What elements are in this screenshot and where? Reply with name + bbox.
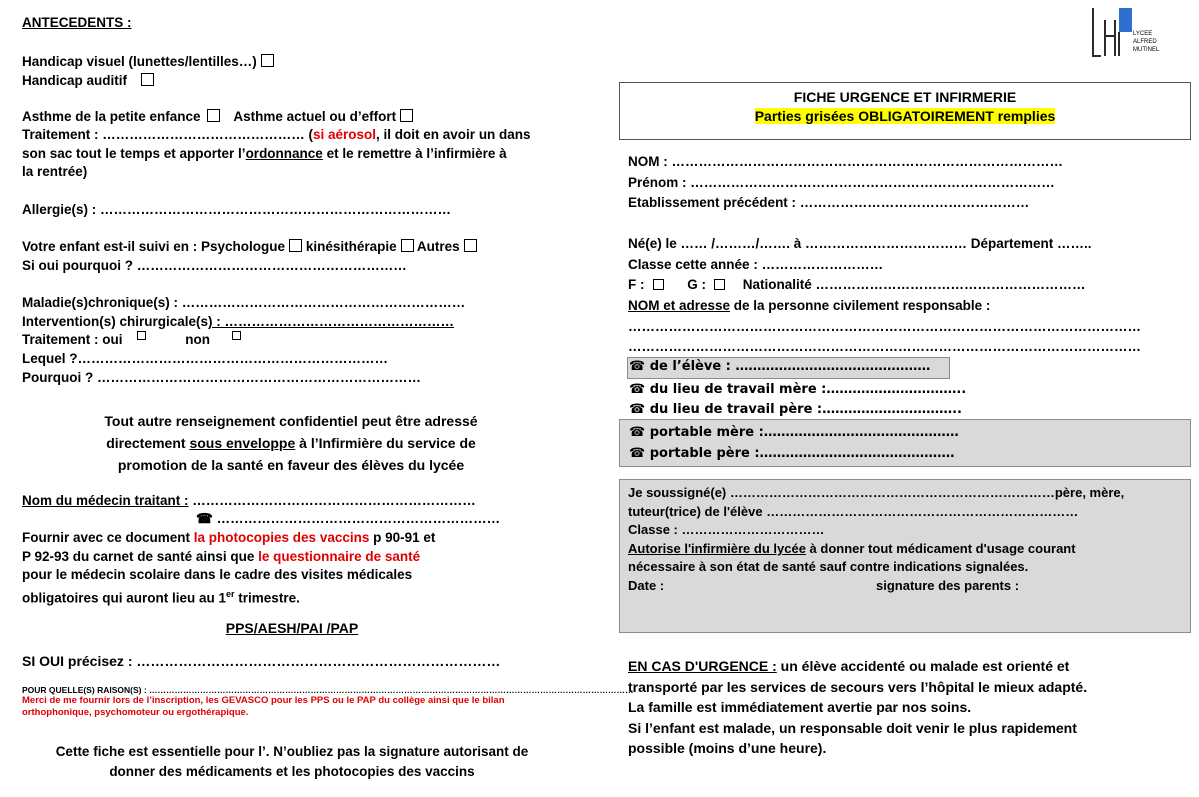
fournir-b: p 90-91 et <box>369 530 436 545</box>
f-label: F : <box>628 277 645 292</box>
autorise-rest: à donner tout médicament d'usage courant <box>805 541 1076 556</box>
suivi-row <box>22 238 477 256</box>
urgence-line-4: Si l’enfant est malade, un responsable doit venir le plus rapidement <box>628 719 1077 736</box>
etablissement-field[interactable]: Etablissement précédent : …………………………………………… <box>628 195 1030 210</box>
sac-text-b: et le remettre à l’infirmière à <box>322 146 507 161</box>
confidential-line-1: Tout autre renseignement confidentiel peut être adressé <box>104 413 478 429</box>
fournir-sup: er <box>226 589 235 599</box>
handicap-visuel-row <box>22 53 274 71</box>
urgence-block <box>628 656 1087 759</box>
sac-text-a: son sac tout le temps et apporter l’ <box>22 146 246 161</box>
sexe-nationalite-row <box>628 276 1086 294</box>
tel-travail-pere-field[interactable]: ☎ du lieu de travail père :………………………….. <box>629 402 962 417</box>
portable-pere-field[interactable]: ☎ portable père :……………………………………… <box>629 446 955 461</box>
handicap-auditif-checkbox[interactable] <box>141 73 154 86</box>
sous-enveloppe-text: sous enveloppe <box>189 435 296 451</box>
handicap-auditif-row <box>22 72 154 90</box>
lequel-field[interactable]: Lequel ?…………………………………………………………… <box>22 351 389 366</box>
pour-quelle-raison-field[interactable]: POUR QUELLE(S) RAISON(S) : ……………………………………………………………………………………………………………………………………………………… <box>22 685 634 695</box>
nationalite-field[interactable]: Nationalité …………………………………………………… <box>742 277 1086 292</box>
handicap-visuel-label: Handicap visuel (lunettes/lentilles…) <box>22 54 257 69</box>
portable-mere-field[interactable]: ☎ portable mère :……………………………………… <box>629 425 959 440</box>
subtitle-wrap <box>620 107 1190 125</box>
maladie-field[interactable]: Maladie(s)chronique(s) : ……………………………………………………… <box>22 295 466 310</box>
non-label: non <box>185 332 211 347</box>
urgence-title: EN CAS D'URGENCE : <box>628 658 777 674</box>
asthme-enfance-checkbox[interactable] <box>207 109 220 122</box>
asthme-actuel-checkbox[interactable] <box>400 109 413 122</box>
essentielle-notice <box>22 742 562 782</box>
merci-line-1: Merci de me fournir lors de l’inscription, les GEVASCO pour les PPS ou le PAP du collège ainsi que le bilan <box>22 695 505 706</box>
naissance-field[interactable]: Né(e) le …… /………/……. à ……………………………… Département …….. <box>628 236 1092 251</box>
allergie-field[interactable]: Allergie(s) : …………………………………………………………………… <box>22 202 452 217</box>
nom-field[interactable]: NOM : …………………………………………………………………………… <box>628 154 1063 169</box>
fournir-c: P 92-93 du carnet de santé ainsi que <box>22 549 259 564</box>
si-aerosol-text: si aérosol <box>313 127 377 142</box>
medecin-label: Nom du médecin traitant : <box>22 493 189 508</box>
fournir-f: trimestre. <box>234 590 300 606</box>
responsable-line-2[interactable]: …………………………………………………………………………………………………… <box>628 339 1141 354</box>
g-checkbox[interactable] <box>714 279 725 290</box>
school-logo <box>1089 6 1160 60</box>
traitement-label: Traitement : ……………………………………… ( <box>22 127 314 142</box>
kine-checkbox[interactable] <box>401 239 414 252</box>
intervention-field[interactable] <box>22 313 454 331</box>
merci-line-2: orthophonique, psychomoteur ou ergothérapique. <box>22 707 249 718</box>
intervention-dots: ) : …………………………………………… <box>208 314 455 329</box>
oui-checkbox[interactable] <box>137 331 146 340</box>
tel-travail-mere-field[interactable]: ☎ du lieu de travail mère :………………………….. <box>629 382 967 397</box>
handicap-auditif-label: Handicap auditif <box>22 73 128 88</box>
suivi-autres-label: Autres <box>416 239 460 254</box>
suivi-psychologue-label: Votre enfant est-il suivi en : Psychologue <box>22 239 286 254</box>
traitement-line <box>22 126 531 144</box>
urgence-line-2: transporté par les services de secours vers l’hôpital le mieux adapté. <box>628 678 1088 695</box>
fournir-line-1 <box>22 529 435 547</box>
logo-line-1: LYCEE <box>1133 31 1153 37</box>
pps-title: PPS/AESH/PAI /PAP <box>225 620 359 636</box>
confidential-line-3: promotion de la santé en faveur des élèves du lycée <box>117 457 465 473</box>
non-checkbox[interactable] <box>232 331 241 340</box>
f-checkbox[interactable] <box>653 279 664 290</box>
psychologue-checkbox[interactable] <box>289 239 302 252</box>
essentielle-line-1: Cette fiche est essentielle pour l’. N’oubliez pas la signature autorisant de <box>55 744 529 759</box>
asthme-row <box>22 108 413 126</box>
urgence-line-5: possible (moins d’une heure). <box>628 740 827 756</box>
logo-line-3: MUTINEL <box>1133 47 1160 53</box>
traitement-rest: , il doit en avoir un dans <box>376 127 531 142</box>
rentree-line: la rentrée) <box>22 164 88 179</box>
fiche-title: FICHE URGENCE ET INFIRMERIE <box>793 89 1017 105</box>
essentielle-line-2: donner des médicaments et les photocopies des vaccins <box>109 764 475 779</box>
asthme-actuel-label: Asthme actuel ou d’effort <box>233 109 397 124</box>
fournir-e: obligatoires qui auront lieu au 1 <box>22 590 227 606</box>
logo-line-2: ALFRED <box>1133 39 1157 45</box>
pourquoi-field[interactable]: Pourquoi ? ……………………………………………………………… <box>22 370 421 385</box>
logo-text <box>1133 30 1159 54</box>
medecin-field[interactable] <box>22 492 476 510</box>
confidential-notice <box>22 410 560 476</box>
tuteur-field[interactable]: tuteur(trice) de l'élève ……………………………………………………………… <box>628 504 1079 519</box>
urgence-1: un élève accidenté ou malade est orienté et <box>776 658 1070 674</box>
responsable-line-1[interactable]: …………………………………………………………………………………………………… <box>628 319 1141 334</box>
signature-field[interactable]: signature des parents : <box>876 578 1020 593</box>
confidential-2a: directement <box>106 435 190 451</box>
prenom-field[interactable]: Prénom : ……………………………………………………………………… <box>628 175 1055 190</box>
si-oui-pourquoi-field[interactable]: Si oui pourquoi ? …………………………………………………… <box>22 258 407 273</box>
date-field[interactable]: Date : <box>628 578 665 593</box>
obligatoire-subtitle: Parties grisées OBLIGATOIREMENT remplies <box>754 108 1056 124</box>
suivi-kine-label: kinésithérapie <box>305 239 397 254</box>
asthme-enfance-label: Asthme de la petite enfance <box>22 109 201 124</box>
autorise-line <box>628 540 1076 558</box>
ordonnance-text: ordonnance <box>245 146 323 161</box>
questionnaire-sante-text: le questionnaire de santé <box>258 549 421 564</box>
si-oui-precisez-field[interactable]: SI OUI précisez : …………………………………………………………………… <box>22 653 501 669</box>
necessaire-line: nécessaire à son état de santé sauf contre indications signalées. <box>628 559 1029 574</box>
handicap-visuel-checkbox[interactable] <box>261 54 274 67</box>
medecin-dots: ……………………………………………………… <box>188 493 476 508</box>
soussigne-field[interactable]: Je soussigné(e) …………………………………………………………………père, mère, <box>628 485 1125 500</box>
classe-field[interactable]: Classe cette année : ……………………… <box>628 257 884 272</box>
photocopies-vaccins-text: la photocopies des vaccins <box>193 530 370 545</box>
sac-line <box>22 145 507 163</box>
confidential-line-2 <box>22 432 560 454</box>
traitement-oui-label: Traitement : oui <box>22 332 123 347</box>
fournir-line-2 <box>22 548 420 566</box>
nom-adresse-text: NOM et adresse <box>628 298 731 313</box>
traitement-oui-non-row <box>22 331 241 349</box>
intervention-label: Intervention(s) chirurgicale(s <box>22 314 209 329</box>
fournir-line-3: pour le médecin scolaire dans le cadre des visites médicales <box>22 567 413 582</box>
antecedents-title: ANTECEDENTS : <box>22 15 132 30</box>
autres-checkbox[interactable] <box>464 239 477 252</box>
autorise-text: Autorise l'infirmière du lycée <box>628 541 806 556</box>
fournir-a: Fournir avec ce document <box>22 530 194 545</box>
responsable-label <box>628 297 990 315</box>
confidential-2b: à l’Infirmière du service de <box>295 435 476 451</box>
fournir-line-4 <box>22 585 300 608</box>
g-label: G : <box>687 277 707 292</box>
urgence-line-3: La famille est immédiatement avertie par nos soins. <box>628 699 972 715</box>
urgence-line-1 <box>628 656 1087 677</box>
tel-eleve-field[interactable]: ☎ de l’élève : ……………………………………… <box>629 359 931 374</box>
medecin-phone-field[interactable]: ☎ ……………………………………………………… <box>196 511 501 526</box>
responsable-rest: de la personne civilement responsable : <box>730 298 991 313</box>
title-box <box>619 82 1191 140</box>
classe2-field[interactable]: Classe : …………………………… <box>628 522 825 537</box>
